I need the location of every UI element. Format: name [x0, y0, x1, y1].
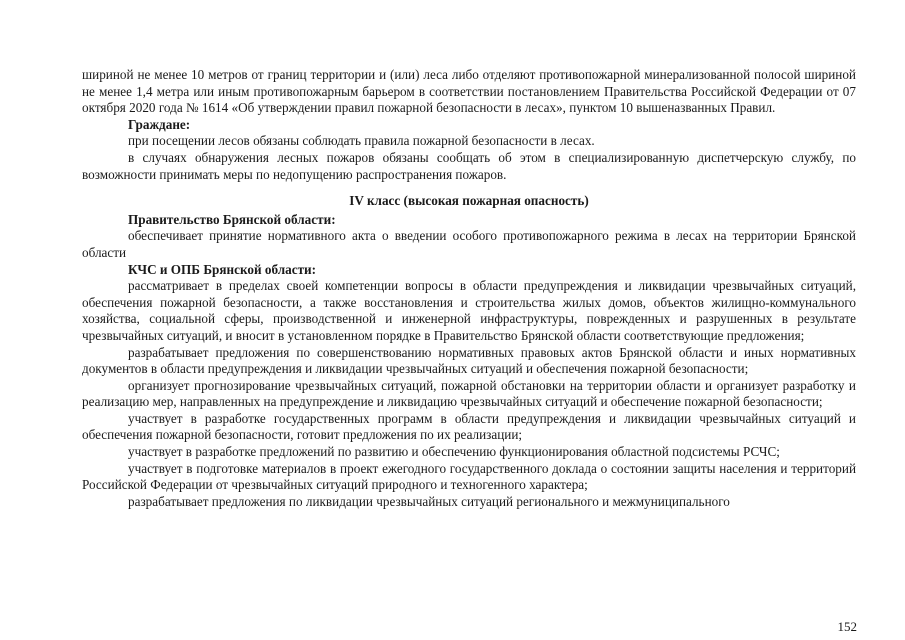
kchs-item: разрабатывает предложения по ликвидации чрезвычайных ситуаций регионального и межмуниципального — [128, 493, 730, 509]
citizens-heading: Граждане: — [128, 116, 191, 132]
kchs-item: участвует в подготовке материалов в проект ежегодного государственного доклада о состоянии защиты населения и территорий Российской Федерации от чрезвычайных ситуаций природного и техногенного характера; — [82, 460, 856, 493]
government-item-1: обеспечивает принятие нормативного акта о введении особого противопожарного режима в лесах на территории Брянской области — [82, 228, 856, 260]
kchs-item: участвует в разработке предложений по развитию и обеспечению функционирования областной подсистемы РСЧС; — [128, 444, 780, 460]
kchs-item: рассматривает в пределах своей компетенции вопросы в области предупреждения и ликвидации чрезвычайных ситуаций, обеспечения пожарной безопасности, а также восстановления и строительства жилых домов, объектов жилищно-коммунального хозяйства, социальной сферы, производственной и инженерной инфраструктуры, поврежденных и разрушенных в результате чрезвычайных ситуаций, и вносит в установленном порядке в Правительство Брянской области соответствующие предложения; — [82, 278, 856, 343]
kchs-heading: КЧС и ОПБ Брянской области: — [128, 261, 317, 277]
document-page — [82, 67, 856, 510]
section-iv-title: IV класс (высокая пожарная опасность) — [349, 193, 589, 209]
kchs-item: участвует в разработке государственных программ в области предупреждения и ликвидации чрезвычайных ситуаций и обеспечения пожарной безопасности, готовит предложения по их реализации; — [82, 410, 856, 443]
citizens-item-1: при посещении лесов обязаны соблюдать правила пожарной безопасности в лесах. — [128, 133, 595, 149]
citizens-item-2: в случаях обнаружения лесных пожаров обязаны сообщать об этом в специализированную диспетчерскую службу, по возможности принимать меры по недопущению распространения пожаров. — [82, 149, 856, 182]
page-number: 152 — [837, 619, 857, 634]
paragraph-continuation: шириной не менее 10 метров от границ территории и (или) леса либо отделяют противопожарной минерализованной полосой шириной не менее 1,4 метра или иным противопожарным барьером в соответствии постановлением Правительства Российской Федерации от 07 октября 2020 года № 1614 «Об утверждении правил пожарной безопасности в лесах», пунктом 10 вышеназванных Правил. — [82, 67, 856, 116]
government-heading: Правительство Брянской области: — [128, 211, 336, 227]
kchs-item: организует прогнозирование чрезвычайных ситуаций, пожарной обстановки на территории области и организует разработку и реализацию мер, направленных на предупреждение и ликвидацию чрезвычайных ситуаций и обеспечение пожарной безопасности; — [82, 377, 856, 410]
kchs-item: разрабатывает предложения по совершенствованию нормативных правовых актов Брянской области и иных нормативных документов в области предупреждения и ликвидации чрезвычайных ситуаций и обеспечения пожарной безопасности; — [82, 344, 856, 377]
